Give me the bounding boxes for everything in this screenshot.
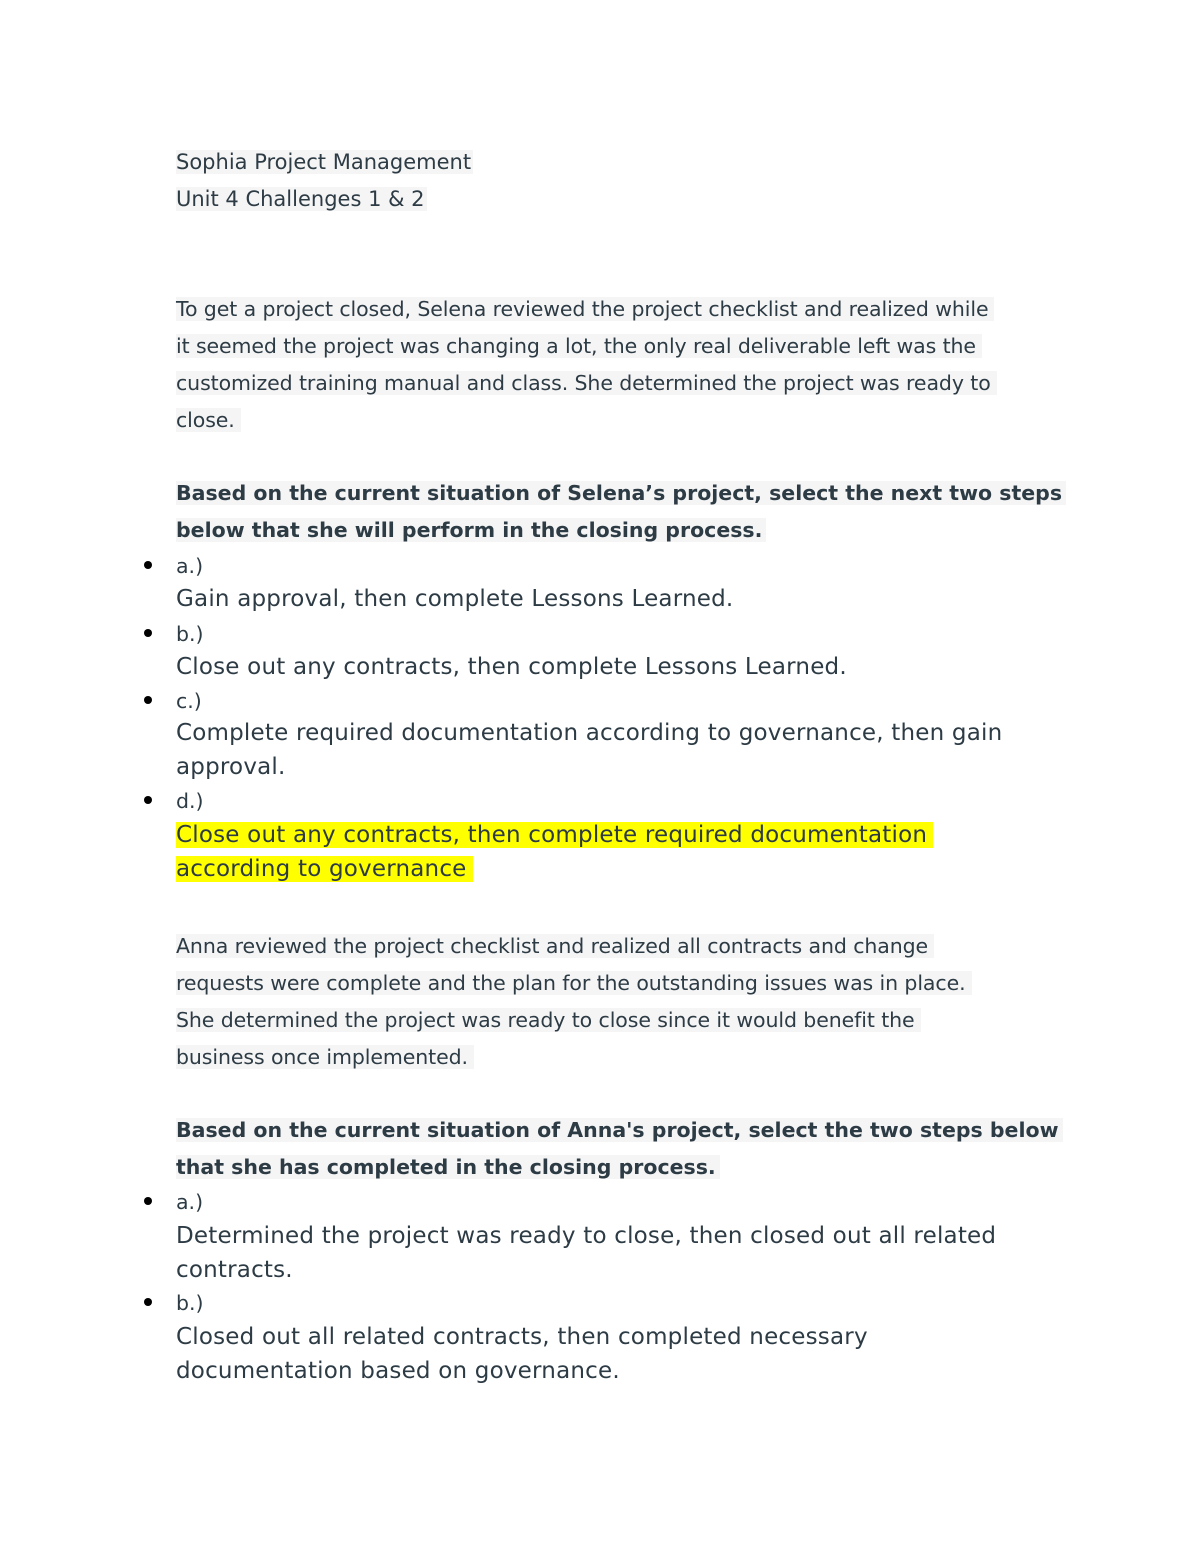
- option-b-text: Closed out all related contracts, then completed necessary documentation based on governance.: [176, 1324, 868, 1384]
- question-line: Based on the current situation of Selena’s project, select the next two steps: [176, 481, 1066, 505]
- option-a-text: Determined the project was ready to close, then closed out all related contracts.: [176, 1223, 997, 1283]
- scenario1-line: close.: [176, 408, 241, 432]
- question-line: that she has completed in the closing process.: [176, 1155, 720, 1179]
- bullet-icon: [144, 561, 152, 569]
- bullet-icon: [144, 629, 152, 637]
- option-a-text: Gain approval, then complete Lessons Learned.: [176, 586, 734, 612]
- scenario1-line: To get a project closed, Selena reviewed the project checklist and realized while: [176, 297, 994, 321]
- highlighted-line: according to governance: [176, 856, 473, 882]
- scenario1-line: it seemed the project was changing a lot, the only real deliverable left was the: [176, 334, 982, 358]
- option-a-letter: a.): [176, 554, 204, 578]
- scenario1-paragraph: [176, 291, 997, 439]
- scenario2-line: Anna reviewed the project checklist and realized all contracts and change: [176, 934, 934, 958]
- bullet-icon: [144, 796, 152, 804]
- option-c-letter: c.): [176, 689, 202, 713]
- scenario2-question: [176, 1112, 1063, 1186]
- option-d-letter: d.): [176, 789, 204, 813]
- document-subtitle: Unit 4 Challenges 1 & 2: [176, 187, 425, 211]
- option-b-text: Close out any contracts, then complete Lessons Learned.: [176, 654, 847, 680]
- option-c-text: Complete required documentation according to governance, then gain approval.: [176, 720, 1003, 780]
- scenario1-question: [176, 475, 1066, 549]
- option-a-letter: a.): [176, 1190, 204, 1214]
- bullet-icon: [144, 1197, 152, 1205]
- highlighted-line: Close out any contracts, then complete required documentation: [176, 822, 933, 848]
- question-line: below that she will perform in the closing process.: [176, 518, 766, 542]
- option-b-letter: b.): [176, 622, 204, 646]
- question-line: Based on the current situation of Anna's project, select the two steps below: [176, 1118, 1063, 1142]
- bullet-icon: [144, 696, 152, 704]
- option-d-text-highlighted: [176, 818, 933, 886]
- scenario2-line: business once implemented.: [176, 1045, 474, 1069]
- option-b-letter: b.): [176, 1291, 204, 1315]
- scenario2-line: requests were complete and the plan for the outstanding issues was in place.: [176, 971, 972, 995]
- scenario1-line: customized training manual and class. She determined the project was ready to: [176, 371, 997, 395]
- bullet-icon: [144, 1298, 152, 1306]
- scenario2-paragraph: [176, 928, 972, 1076]
- document-title: Sophia Project Management: [176, 150, 472, 174]
- scenario2-line: She determined the project was ready to close since it would benefit the: [176, 1008, 921, 1032]
